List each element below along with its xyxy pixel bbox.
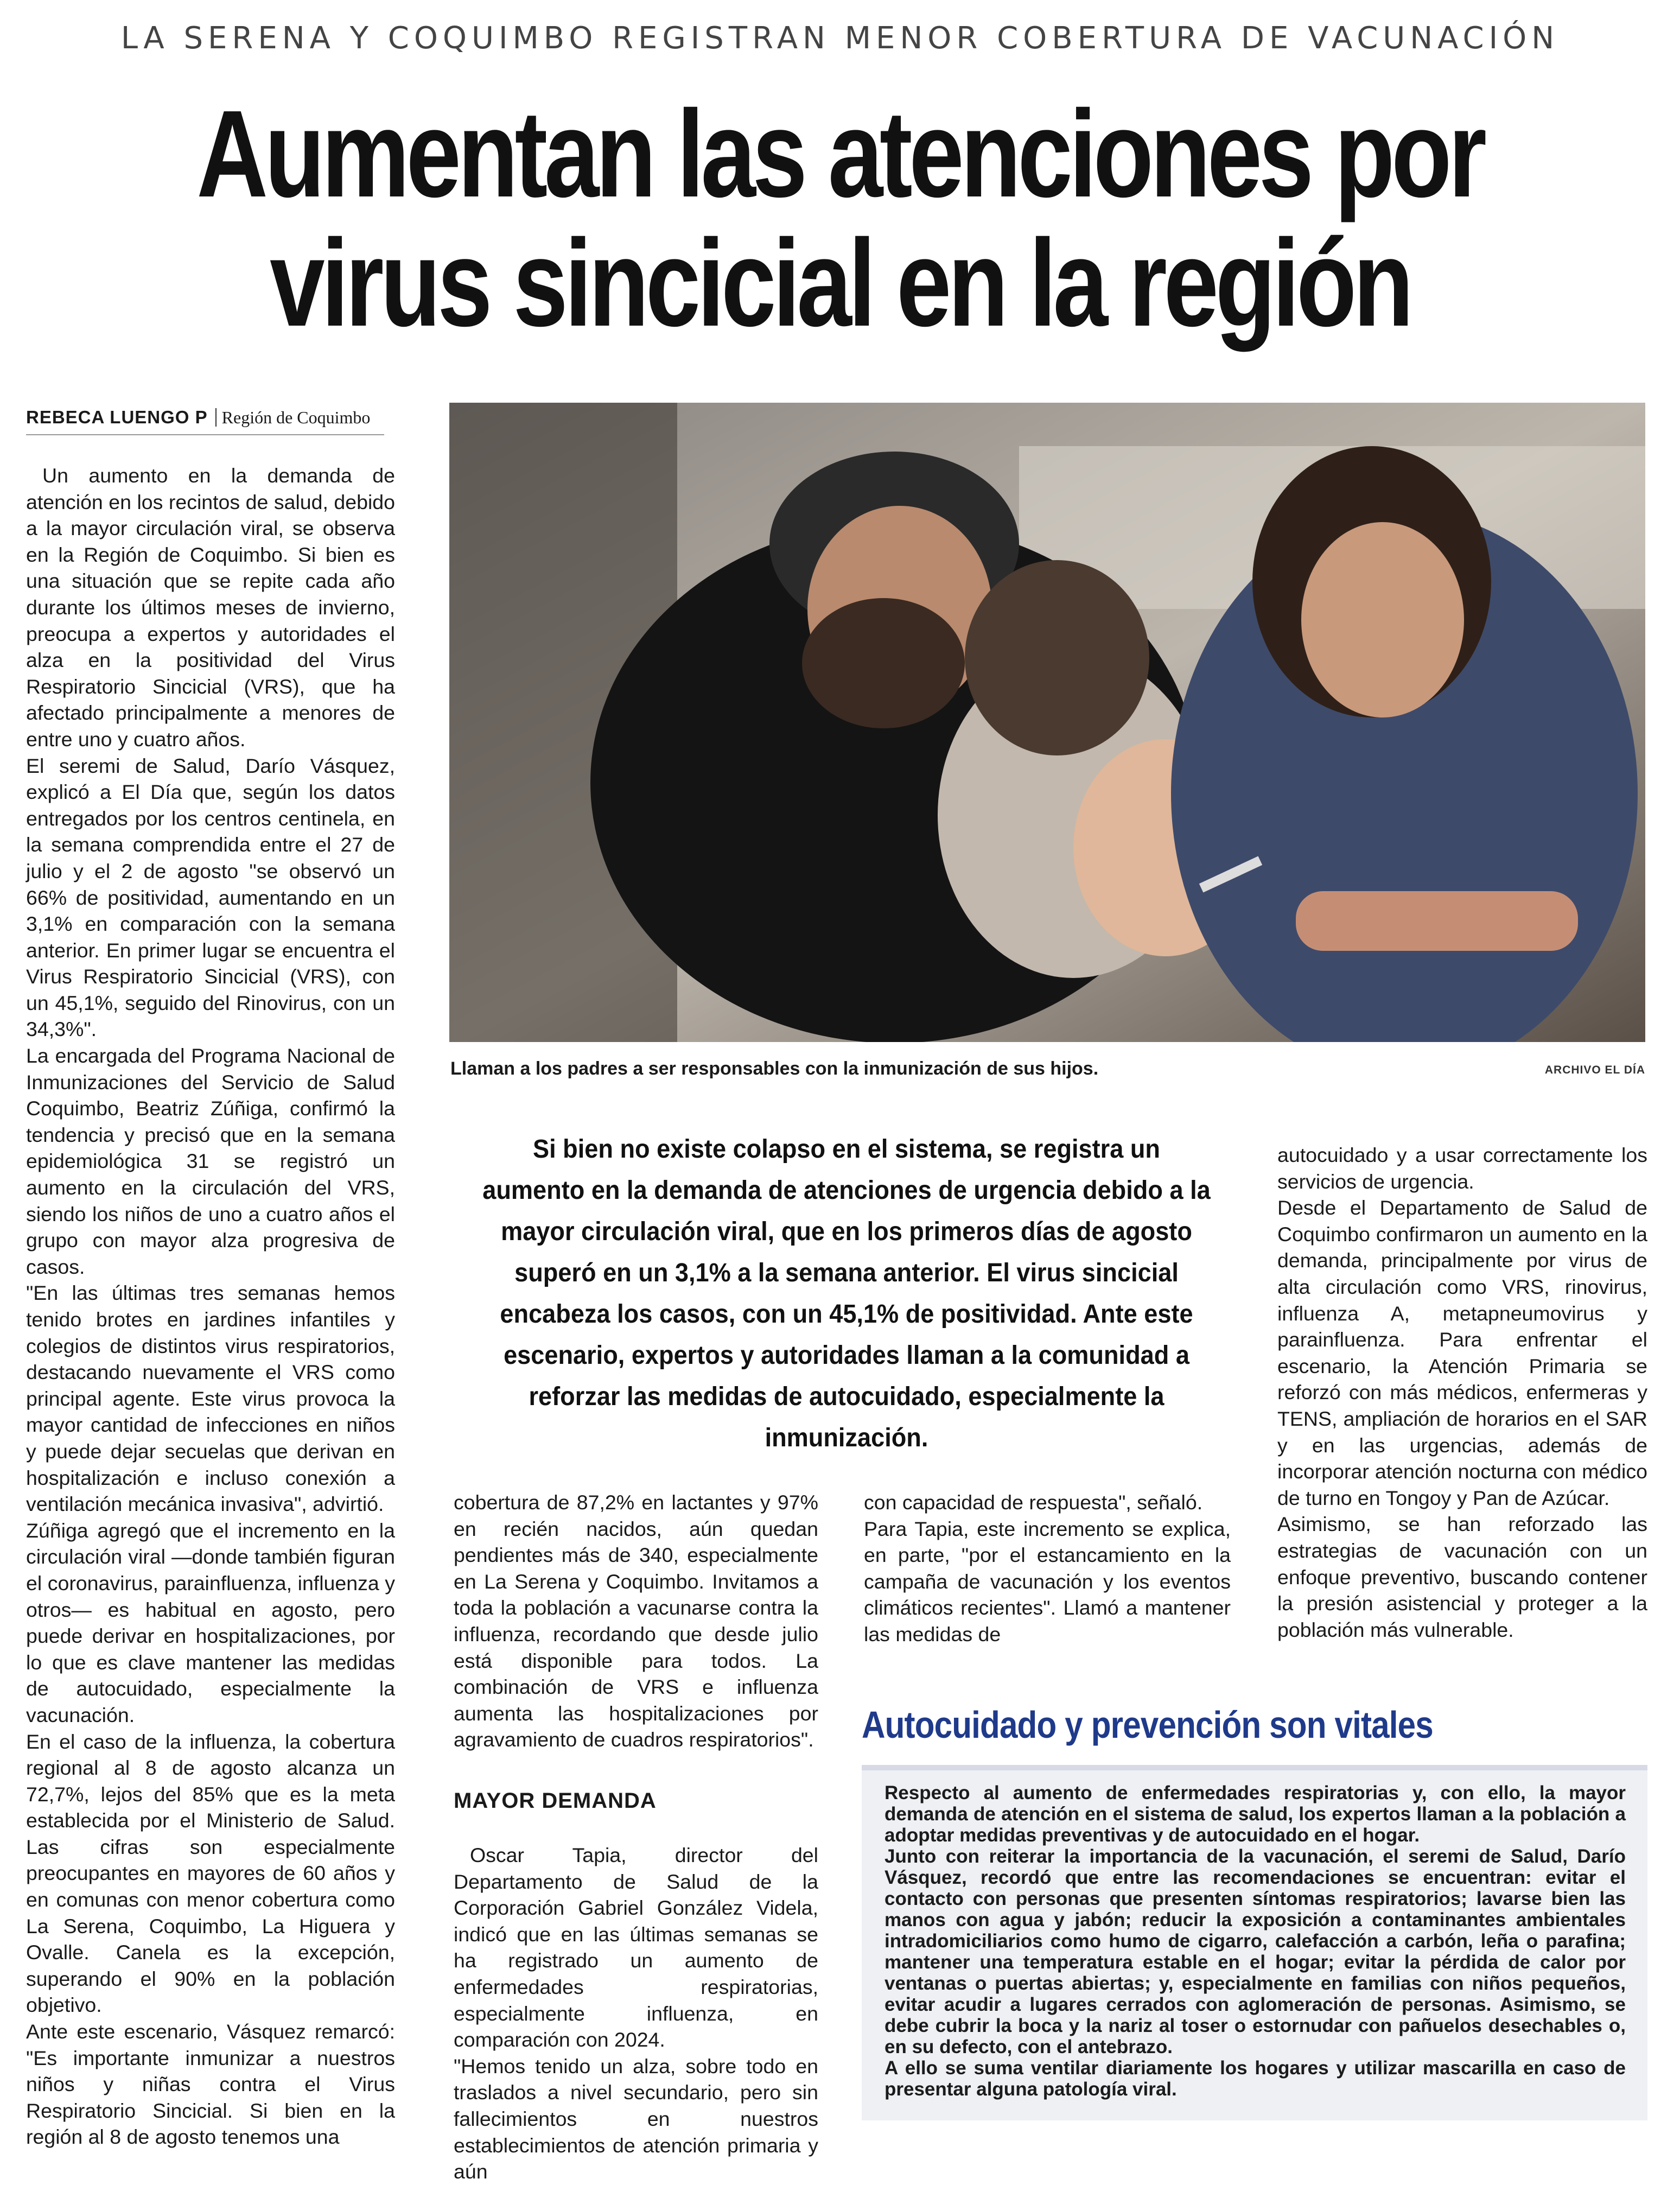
- col3-paragraph-1: con capacidad de respuesta", señaló.: [864, 1491, 1203, 1514]
- headline: [168, 85, 1512, 352]
- col4-paragraph-2: Desde el Departamento de Salud de Coquimbo confirmaron un aumento en la demanda, principalmente por virus de alta circulación como VRS, rinovirus, influenza A, metapneumovirus y parainfluenza. Para enfrentar el escenario, la Atención Primaria se reforzó con más médicos, enfermeras y TENS, ampliación de horarios en el SAR y en las urgencias, además de incorporar atención nocturna con médico de turno en Tongoy y Pan de Azúcar.: [1277, 1196, 1647, 1509]
- byline-divider: [215, 408, 217, 427]
- photo-illustration: [449, 403, 1645, 1042]
- sidebar-text: [884, 1782, 1626, 2100]
- sidebar-paragraph-3: A ello se suma ventilar diariamente los hogares y utilizar mascarilla en caso de presentar alguna patología viral.: [884, 2057, 1626, 2100]
- col2-paragraph-1: cobertura de 87,2% en lactantes y 97% en recién nacidos, aún quedan pendientes más de 340, especialmente en La Serena y Coquimbo. Invitamos a toda la población a vacunarse contra la influenza, recordando que desde julio está disponible para todos. La combinación de VRS e influenza aumenta las hospitalizaciones por agravamiento de cuadros respiratorios".: [454, 1491, 818, 1751]
- kicker: LA SERENA Y COQUIMBO REGISTRAN MENOR COBERTURA DE VACUNACIÓN: [120, 21, 1560, 56]
- col2-paragraph-3: "Hemos tenido un alza, sobre todo en traslados a nivel secundario, pero sin fallecimientos en nuestros establecimientos de atención primaria y aún: [454, 2054, 818, 2183]
- byline-author: REBECA LUENGO P: [26, 407, 208, 427]
- column-2-lower: [454, 1842, 818, 2185]
- sidebar-paragraph-2: Junto con reiterar la importancia de la vacunación, el seremi de Salud, Darío Vásquez, recordó que entre las recomendaciones se encuentran: evitar el contacto con personas que presenten síntomas respiratorios; lavarse bien las manos con agua y jabón; reducir la exposición a contaminantes ambientales intradomiciliarios como humo de cigarro, calefacción a carbón, leña o parafina; mantener una temperatura estable en el hogar; evitar la pérdida de calor por ventanas o puertas abiertas; y, especialmente en familias con niños pequeños, evitar acudir a lugares cerrados con aglomeración de personas. Asimismo, se debe cubrir la boca y la nariz al toser o estornudar con pañuelos desechables o, en su defecto, con el antebrazo.: [884, 1846, 1626, 2057]
- headline-line-2: virus sincicial en la región: [270, 214, 1410, 352]
- col4-paragraph-1: autocuidado y a usar correctamente los servicios de urgencia.: [1277, 1144, 1647, 1193]
- column-2: [454, 1489, 818, 1753]
- byline-region: Región de Coquimbo: [221, 408, 371, 427]
- column-3: [864, 1489, 1231, 1648]
- col1-paragraph-7: Ante este escenario, Vásquez remarcó: "Es importante inmunizar a nuestros niños y niñas contra el Virus Respiratorio Sincicial. Si bien en la región al 8 de agosto tenemos una: [26, 2020, 395, 2149]
- col1-paragraph-6: En el caso de la influenza, la cobertura regional al 8 de agosto alcanza un 72,7%, lejos del 85% que es la meta establecida por el Ministerio de Salud. Las cifras son especialmente preocupantes en mayores de 60 años y en comunas con menor cobertura como La Serena, Coquimbo, La Higuera y Ovalle. Canela es la excepción, superando el 90% en la población objetivo.: [26, 1730, 395, 2017]
- col1-paragraph-3: La encargada del Programa Nacional de Inmunizaciones del Servicio de Salud Coquimbo, Beatriz Zúñiga, confirmó la tendencia y precisó que en la semana epidemiológica 31 se registró un aumento en la circulación del VRS, siendo los niños de uno a cuatro años el grupo con mayor alza progresiva de casos.: [26, 1044, 395, 1278]
- col3-paragraph-2: Para Tapia, este incremento se explica, en parte, "por el estancamiento en la campaña de vacunación y los eventos climáticos recientes". Llamó a mantener las medidas de: [864, 1517, 1231, 1646]
- sidebar-title: Autocuidado y prevención son vitales: [862, 1704, 1433, 1746]
- lede: Si bien no existe colapso en el sistema, se registra un aumento en la demanda de atenciones de urgencia debido a la mayor circulación viral, que en los primeros días de agosto superó en un 3,1% a la semana anterior. El virus sincicial encabeza los casos, con un 45,1% de positividad. Ante este escenario, expertos y autoridades llaman a la comunidad a reforzar las medidas de autocuidado, especialmente la inmunización.: [482, 1135, 1211, 1452]
- news-photo: [449, 403, 1645, 1042]
- col1-paragraph-1: Un aumento en la demanda de atención en los recintos de salud, debido a la mayor circulación viral, se observa en la Región de Coquimbo. Si bien es una situación que se repite cada año durante los últimos meses de invierno, preocupa a expertos y autoridades el alza en la positividad del Virus Respiratorio Sincicial (VRS), que ha afectado principalmente a menores de entre uno y cuatro años.: [26, 464, 395, 751]
- sidebar-paragraph-1: Respecto al aumento de enfermedades respiratorias y, con ello, la mayor demanda de atención en el sistema de salud, los expertos llaman a la población a adoptar medidas preventivas y de autocuidado en el hogar.: [884, 1782, 1626, 1846]
- photo-caption: Llaman a los padres a ser responsables con la inmunización de sus hijos.: [450, 1058, 1099, 1079]
- col4-paragraph-3: Asimismo, se han reforzado las estrategias de vacunación con un enfoque preventivo, buscando contener la presión asistencial y proteger a la población más vulnerable.: [1277, 1513, 1647, 1641]
- photo-credit: ARCHIVO EL DÍA: [1544, 1064, 1645, 1076]
- byline: [26, 407, 384, 435]
- sidebar-box: [862, 1765, 1647, 2120]
- col2-paragraph-2: Oscar Tapia, director del Departamento de Salud de la Corporación Gabriel González Videla, indicó que en las últimas semanas se ha registrado un aumento de enfermedades respiratorias, especialmente influenza, en comparación con 2024.: [454, 1844, 818, 2051]
- col1-paragraph-4: "En las últimas tres semanas hemos tenido brotes en jardines infantiles y colegios de distintos virus respiratorios, destacando nuevamente el VRS como principal agente. Este virus provoca la mayor cantidad de infecciones en niños y puede dejar secuelas que derivan en hospitalización e incluso conexión a ventilación mecánica invasiva", advirtió.: [26, 1281, 395, 1516]
- subhead-mayor-demanda: MAYOR DEMANDA: [454, 1789, 657, 1813]
- col1-paragraph-2: El seremi de Salud, Darío Vásquez, explicó a El Día que, según los datos entregados por los centros centinela, en la semana comprendida entre el 27 de julio y el 2 de agosto "se observó un 66% de positividad, aumentando en un 3,1% en comparación con la semana anterior. En primer lugar se encuentra el Virus Respiratorio Sincicial (VRS), con un 45,1%, seguido del Rinovirus, con un 34,3%".: [26, 754, 395, 1041]
- column-4: [1277, 1142, 1647, 1643]
- column-1: [26, 462, 395, 2150]
- col1-paragraph-5: Zúñiga agregó que el incremento en la circulación viral —donde también figuran el coronavirus, parainfluenza, influenza y otros— es habitual en agosto, pero puede derivar en hospitalizaciones, por lo que es clave mantener las medidas de autocuidado, especialmente la vacunación.: [26, 1519, 395, 1726]
- headline-line-1: Aumentan las atenciones por: [196, 85, 1484, 223]
